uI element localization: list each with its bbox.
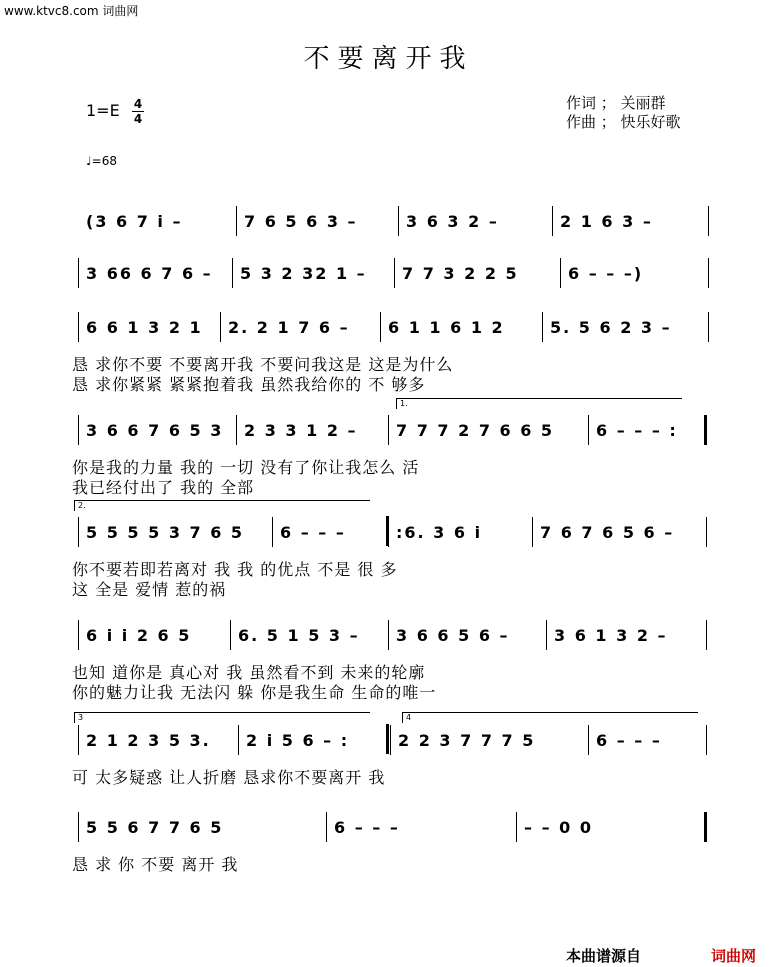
measure-notes: 7 6 5 6 3 – (244, 212, 358, 231)
bar-line (380, 312, 381, 342)
bar-line (236, 415, 237, 445)
bar-line (220, 312, 221, 342)
measure-notes: 6 – – – : (596, 421, 678, 440)
lyric-line-2: 这 全是 爱情 惹的祸 (72, 580, 227, 599)
measure-notes: 2 i 5 6 – : (246, 731, 350, 750)
song-title: 不要离开我 (303, 44, 474, 74)
repeat-bar-line (386, 516, 389, 546)
measure-notes: 7 6 7 6 5 6 – (540, 523, 675, 542)
measure-notes: 2 2 3 7 7 7 5 (398, 731, 536, 750)
bar-line (78, 725, 79, 755)
bar-line (560, 258, 561, 288)
bar-line (232, 258, 233, 288)
measure-notes: 7 7 3 2 2 5 (402, 264, 519, 283)
key-signature: 1=E (86, 101, 120, 120)
lyric-line-1: 恳 求 你 不要 离开 我 (72, 855, 239, 874)
bar-line (78, 258, 79, 288)
measure-notes: 5 5 5 5 3 7 6 5 (86, 523, 245, 542)
measure-notes: – – 0 0 (524, 818, 593, 837)
lyric-line-1: 你是我的力量 我的 一切 没有了你让我怎么 活 (72, 458, 420, 477)
bar-line (78, 517, 79, 547)
bar-line (390, 725, 391, 755)
bar-line (546, 620, 547, 650)
measure-notes: 5 3 2 32 1 – (240, 264, 367, 283)
measure-notes: 3 66 6 7 6 – (86, 264, 213, 283)
bar-line (236, 206, 237, 236)
bar-line (708, 258, 709, 288)
bar-line (708, 206, 709, 236)
measure-notes: 3 6 6 7 6 5 3 (86, 421, 224, 440)
bar-line (516, 812, 517, 842)
bar-line (552, 206, 553, 236)
bar-line (706, 620, 707, 650)
measure-notes: 3 6 3 2 – (406, 212, 499, 231)
measure-notes: 2 3 3 1 2 – (244, 421, 358, 440)
composer: 作曲 ； 快乐好歌 (566, 113, 681, 131)
bar-line (706, 725, 707, 755)
footer-source-text: 本曲谱源自 (566, 947, 642, 965)
measure-notes: 6 6 1 3 2 1 (86, 318, 203, 337)
measure-notes: 5. 5 6 2 3 – (550, 318, 672, 337)
measure-notes: 6 – – – (334, 818, 400, 837)
measure-notes: 2. 2 1 7 6 – (228, 318, 350, 337)
bar-line (388, 620, 389, 650)
volta-number: 4 (406, 713, 412, 722)
bar-line (588, 415, 589, 445)
bar-line (394, 258, 395, 288)
measure-notes: 6 – – – (596, 731, 662, 750)
site-watermark: www.ktvc8.com 词曲网 (4, 4, 139, 18)
measure-notes: 6 – – – (280, 523, 346, 542)
repeat-bar-line (386, 724, 389, 754)
lyricist: 作词 ； 关丽群 (566, 94, 666, 112)
volta-bracket (74, 500, 370, 501)
measure-notes: 7 7 7 2 7 6 6 5 (396, 421, 555, 440)
lyric-line-1: 可 太多疑惑 让人折磨 恳求你不要离开 我 (72, 768, 386, 787)
bar-line (326, 812, 327, 842)
volta-number: 2. (78, 501, 86, 510)
tempo-mark: ♩=68 (86, 154, 117, 168)
lyric-line-1: 恳 求你不要 不要离开我 不要问我这是 这是为什么 (72, 355, 454, 374)
time-signature: 4 4 (133, 97, 143, 126)
measure-notes: 6 i i 2 6 5 (86, 626, 192, 645)
volta-number: 1. (400, 399, 408, 408)
lyric-line-1: 也知 道你是 真心对 我 虽然看不到 未来的轮廓 (72, 663, 426, 682)
measure-notes: :6. 3 6 i (396, 523, 483, 542)
footer-brand-logo: 词曲网 (711, 947, 757, 965)
measure-notes: 5 5 6 7 7 6 5 (86, 818, 224, 837)
bar-line (78, 620, 79, 650)
bar-line (398, 206, 399, 236)
measure-notes: 6. 5 1 5 3 – (238, 626, 360, 645)
volta-bracket (402, 712, 698, 713)
bar-line (708, 312, 709, 342)
measure-notes: (3 6 7 i – (86, 212, 183, 231)
credits (566, 94, 681, 132)
measure-notes: 6 – – –) (568, 264, 644, 283)
bar-line (532, 517, 533, 547)
bar-line (78, 415, 79, 445)
lyric-line-2: 恳 求你紧紧 紧紧抱着我 虽然我给你的 不 够多 (72, 375, 426, 394)
measure-notes: 3 6 1 3 2 – (554, 626, 668, 645)
bar-line (388, 415, 389, 445)
measure-notes: 2 1 6 3 – (560, 212, 653, 231)
bar-line (78, 312, 79, 342)
bar-line (230, 620, 231, 650)
lyric-line-2: 我已经付出了 我的 全部 (72, 478, 255, 497)
bar-line (706, 517, 707, 547)
bar-line (542, 312, 543, 342)
bar-line (78, 812, 79, 842)
volta-bracket (74, 712, 370, 713)
measure-notes: 6 1 1 6 1 2 (388, 318, 505, 337)
bar-line (588, 725, 589, 755)
volta-number: 3 (78, 713, 84, 722)
measure-notes: 2 1 2 3 5 3. (86, 731, 211, 750)
bar-line (238, 725, 239, 755)
volta-bracket (396, 398, 682, 399)
bar-line (272, 517, 273, 547)
measure-notes: 3 6 6 5 6 – (396, 626, 510, 645)
final-bar-line (704, 812, 707, 842)
lyric-line-2: 你的魅力让我 无法闪 躲 你是我生命 生命的唯一 (72, 683, 437, 702)
lyric-line-1: 你不要若即若离对 我 我 的优点 不是 很 多 (72, 560, 398, 579)
repeat-bar-line (704, 415, 707, 445)
